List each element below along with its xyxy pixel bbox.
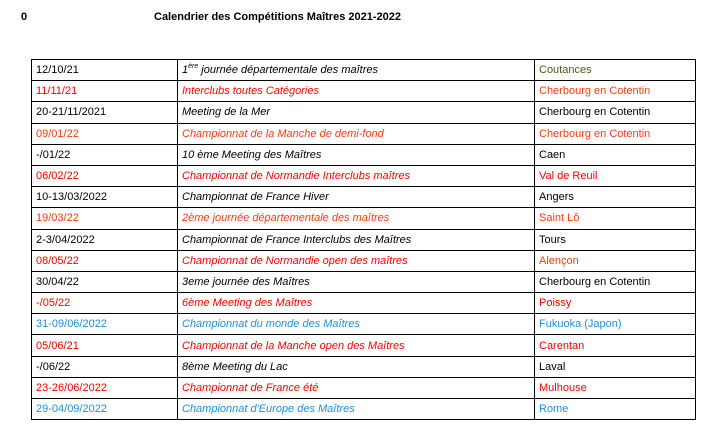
competition-event: Championnat de France Hiver xyxy=(178,187,535,208)
table-row xyxy=(32,102,696,123)
competition-location: Fukuoka (Japon) xyxy=(535,314,696,335)
table-row xyxy=(32,335,696,356)
competition-location: Cherbourg en Cotentin xyxy=(535,81,696,102)
page-number: 0 xyxy=(21,11,28,23)
competition-event: 6ème Meeting des Maîtres xyxy=(178,293,535,314)
table-row xyxy=(32,356,696,377)
competition-location: Laval xyxy=(535,356,696,377)
competition-location: Alençon xyxy=(535,250,696,271)
table-row xyxy=(32,399,696,420)
competition-location: Caen xyxy=(535,144,696,165)
competition-date: 05/06/21 xyxy=(32,335,178,356)
competition-location: Val de Reuil xyxy=(535,165,696,186)
competition-date: 09/01/22 xyxy=(32,123,178,144)
competition-date: 20-21/11/2021 xyxy=(32,102,178,123)
competition-event: Championnat de Normandie Interclubs maîtres xyxy=(178,165,535,186)
table-row xyxy=(32,187,696,208)
competition-date: 30/04/22 xyxy=(32,271,178,292)
competition-date: 10-13/03/2022 xyxy=(32,187,178,208)
competition-event: Interclubs toutes Catégories xyxy=(178,81,535,102)
competition-event: 2ème journée départementale des maîtres xyxy=(178,208,535,229)
competition-date: -/06/22 xyxy=(32,356,178,377)
competition-location: Cherbourg en Cotentin xyxy=(535,271,696,292)
table-row xyxy=(32,81,696,102)
competition-event: 3eme journée des Maîtres xyxy=(178,271,535,292)
table-row xyxy=(32,377,696,398)
competition-event: Championnat de la Manche open des Maîtres xyxy=(178,335,535,356)
table-row xyxy=(32,229,696,250)
competition-location: Rome xyxy=(535,399,696,420)
competition-location: Poissy xyxy=(535,293,696,314)
competition-location: Saint Lô xyxy=(535,208,696,229)
page-title: Calendrier des Compétitions Maîtres 2021-2022 xyxy=(154,11,401,23)
calendar-body xyxy=(32,60,696,420)
table-row xyxy=(32,293,696,314)
competition-location: Coutances xyxy=(535,60,696,81)
competition-date: -/01/22 xyxy=(32,144,178,165)
competition-date: 08/05/22 xyxy=(32,250,178,271)
competition-event: Championnat du monde des Maîtres xyxy=(178,314,535,335)
table-row xyxy=(32,250,696,271)
table-row xyxy=(32,271,696,292)
competition-event: Championnat d'Europe des Maîtres xyxy=(178,399,535,420)
competition-date: 29-04/09/2022 xyxy=(32,399,178,420)
competition-date: 06/02/22 xyxy=(32,165,178,186)
competition-date: 19/03/22 xyxy=(32,208,178,229)
competition-event: Meeting de la Mer xyxy=(178,102,535,123)
competition-location: Mulhouse xyxy=(535,377,696,398)
table-row xyxy=(32,314,696,335)
competition-date: 23-26/06/2022 xyxy=(32,377,178,398)
table-row xyxy=(32,123,696,144)
competition-date: 11/11/21 xyxy=(32,81,178,102)
table-row xyxy=(32,208,696,229)
competition-event: 10 ème Meeting des Maîtres xyxy=(178,144,535,165)
competition-calendar-table xyxy=(31,59,696,420)
competition-date: 12/10/21 xyxy=(32,60,178,81)
competition-date: 31-09/06/2022 xyxy=(32,314,178,335)
competition-event: 8ème Meeting du Lac xyxy=(178,356,535,377)
competition-event: Championnat de France été xyxy=(178,377,535,398)
competition-event: Championnat de Normandie open des maîtres xyxy=(178,250,535,271)
competition-location: Tours xyxy=(535,229,696,250)
competition-location: Angers xyxy=(535,187,696,208)
event-title: journée départementale des maîtres xyxy=(198,64,379,77)
competition-event xyxy=(178,60,535,81)
table-row xyxy=(32,144,696,165)
competition-location: Cherbourg en Cotentin xyxy=(535,123,696,144)
event-ordinal-suffix: ère xyxy=(188,63,199,71)
competition-event: Championnat de la Manche de demi-fond xyxy=(178,123,535,144)
event-ordinal: 1 xyxy=(182,64,189,77)
competition-date: 2-3/04/2022 xyxy=(32,229,178,250)
competition-location: Carentan xyxy=(535,335,696,356)
table-row xyxy=(32,60,696,81)
table-row xyxy=(32,165,696,186)
competition-event: Championnat de France Interclubs des Maîtres xyxy=(178,229,535,250)
competition-date: -/05/22 xyxy=(32,293,178,314)
competition-location: Cherbourg en Cotentin xyxy=(535,102,696,123)
